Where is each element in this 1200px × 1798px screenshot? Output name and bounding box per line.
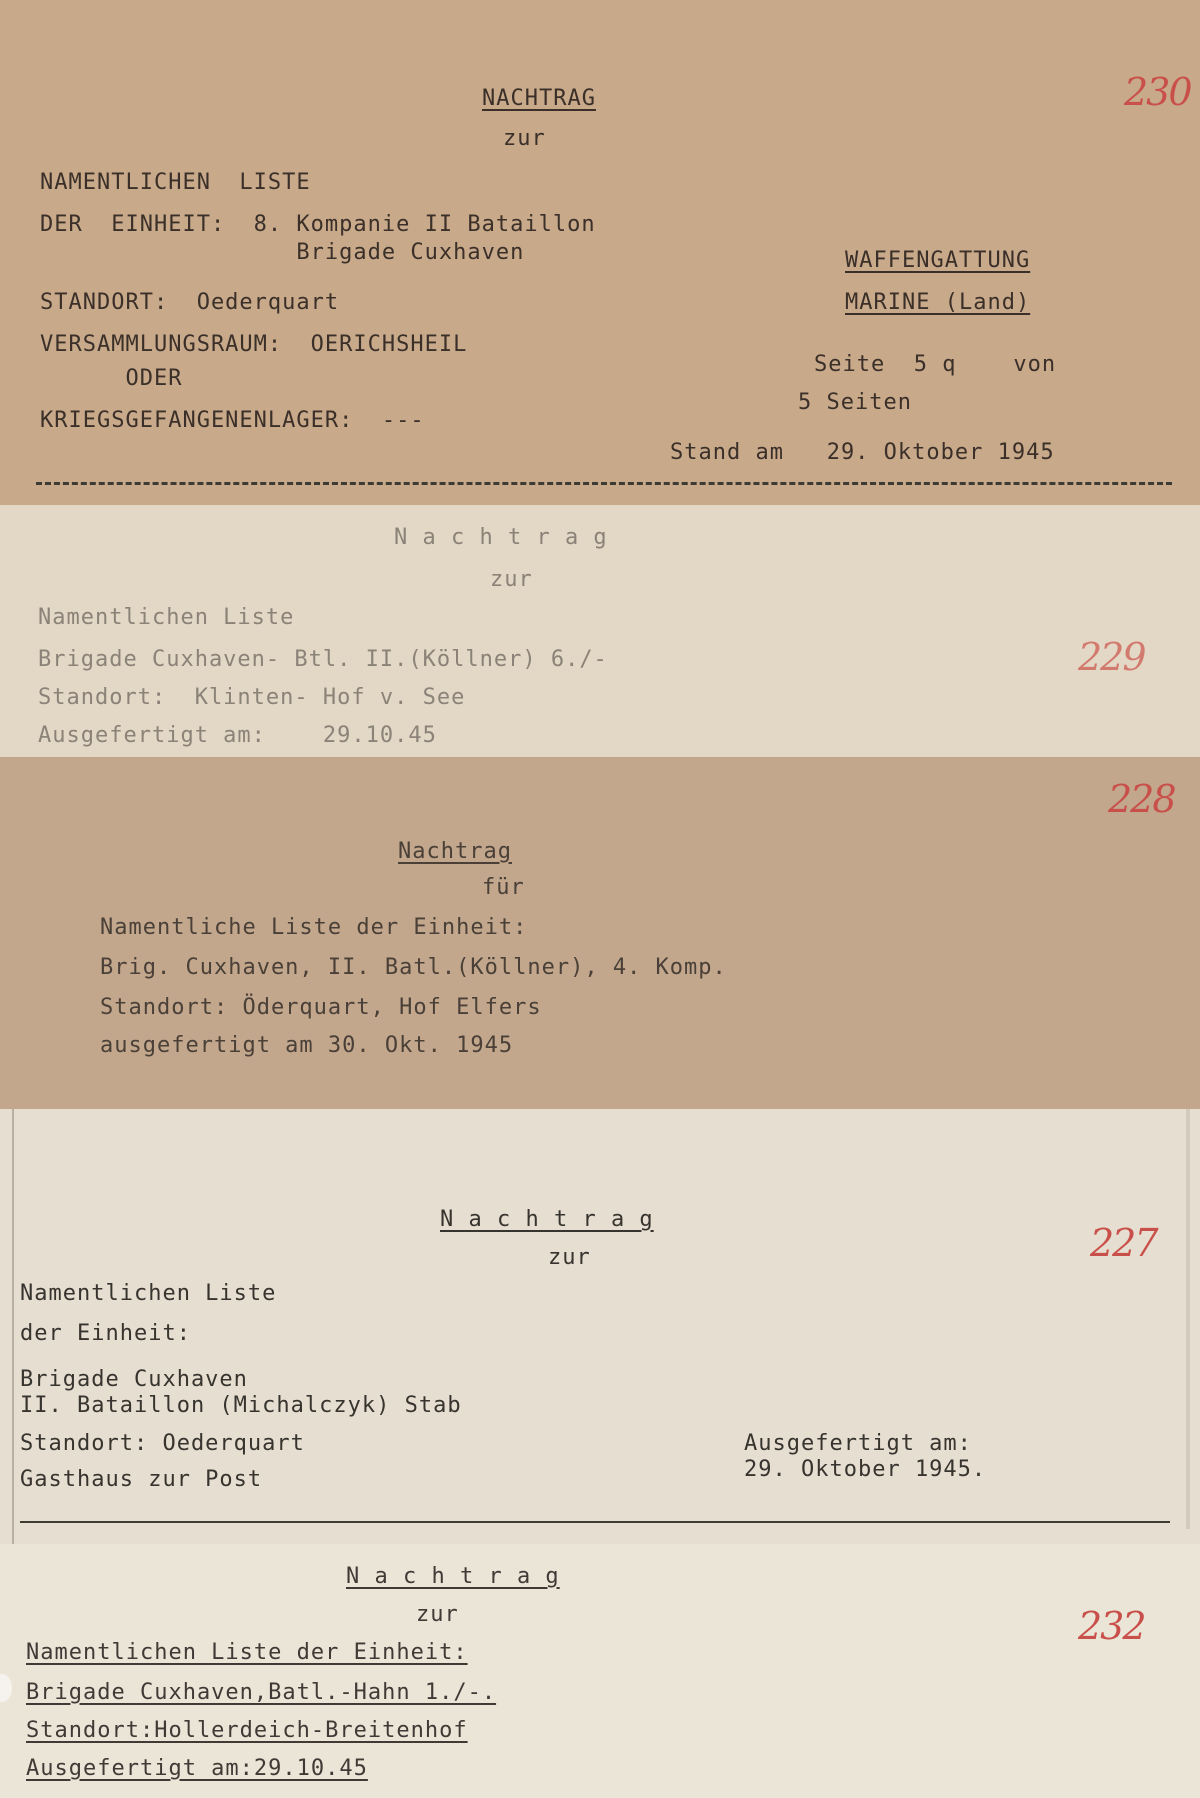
list-line: NAMENTLICHEN LISTE	[40, 170, 311, 195]
list-line: der Einheit:	[20, 1321, 191, 1346]
list-line: Namentlichen Liste	[38, 605, 295, 630]
list-line: Gasthaus zur Post	[20, 1467, 263, 1492]
page-number-handwritten: 232	[1078, 1604, 1145, 1648]
list-line: Ausgefertigt am:29.10.45	[26, 1756, 368, 1781]
section-subtitle: für	[482, 875, 525, 900]
page-count-line: 5 Seiten	[798, 390, 912, 415]
page-number-handwritten: 227	[1090, 1221, 1157, 1265]
section-subtitle: zur	[490, 567, 533, 592]
list-line: ausgefertigt am 30. Okt. 1945	[100, 1033, 514, 1058]
list-line: Namentliche Liste der Einheit:	[100, 915, 528, 940]
separator-rule	[20, 1521, 1170, 1523]
list-line: KRIEGSGEFANGENENLAGER: ---	[40, 408, 425, 433]
list-line: Standort:Hollerdeich-Breitenhof	[26, 1718, 468, 1743]
issued-date: 29. Oktober 1945.	[744, 1457, 987, 1482]
section-title: N a c h t r a g	[440, 1207, 654, 1232]
separator-rule	[36, 482, 1172, 485]
list-line: Brigade Cuxhaven,Batl.-Hahn 1./-.	[26, 1680, 497, 1705]
section-title: Nachtrag	[398, 839, 512, 864]
paper-edge	[12, 1109, 14, 1544]
list-line: Standort: Öderquart, Hof Elfers	[100, 995, 542, 1020]
list-line: STANDORT: Oederquart	[40, 290, 340, 315]
document-strip-227	[0, 1109, 1200, 1544]
punch-hole	[0, 1674, 12, 1702]
list-line: Namentlichen Liste	[20, 1281, 277, 1306]
list-line: Standort: Klinten- Hof v. See	[38, 685, 466, 710]
document-strip-232	[0, 1544, 1200, 1798]
list-line: DER EINHEIT: 8. Kompanie II Bataillon	[40, 212, 596, 237]
right-heading: MARINE (Land)	[845, 290, 1031, 315]
section-subtitle: zur	[548, 1245, 591, 1270]
list-line: Brigade Cuxhaven	[20, 1367, 248, 1392]
list-line: Brig. Cuxhaven, II. Batl.(Köllner), 4. Komp.	[100, 955, 727, 980]
page-number-handwritten: 230	[1124, 70, 1191, 114]
list-line: ODER	[40, 366, 183, 391]
stand-date-line: Stand am 29. Oktober 1945	[670, 440, 1055, 465]
page-count-line: Seite 5 q von	[814, 352, 1057, 377]
right-heading: WAFFENGATTUNG	[845, 248, 1031, 273]
section-title: NACHTRAG	[482, 86, 596, 111]
document-strip-229	[0, 505, 1200, 757]
issued-label: Ausgefertigt am:	[744, 1431, 972, 1456]
section-title: N a c h t r a g	[394, 525, 608, 550]
list-line: VERSAMMLUNGSRAUM: OERICHSHEIL	[40, 332, 468, 357]
list-line: II. Bataillon (Michalczyk) Stab	[20, 1393, 462, 1418]
list-line: Ausgefertigt am: 29.10.45	[38, 723, 437, 748]
page-number-handwritten: 229	[1078, 635, 1145, 679]
section-subtitle: zur	[416, 1602, 459, 1627]
list-line: Brigade Cuxhaven	[40, 240, 525, 265]
document-strip-228	[0, 757, 1200, 1109]
document-strip-230	[0, 0, 1200, 505]
list-line: Standort: Oederquart	[20, 1431, 305, 1456]
section-title: N a c h t r a g	[346, 1564, 560, 1589]
paper-edge	[1186, 1109, 1190, 1529]
page-number-handwritten: 228	[1108, 777, 1175, 821]
section-subtitle: zur	[503, 126, 546, 151]
list-line: Brigade Cuxhaven- Btl. II.(Köllner) 6./-	[38, 647, 608, 672]
list-line: Namentlichen Liste der Einheit:	[26, 1640, 468, 1665]
